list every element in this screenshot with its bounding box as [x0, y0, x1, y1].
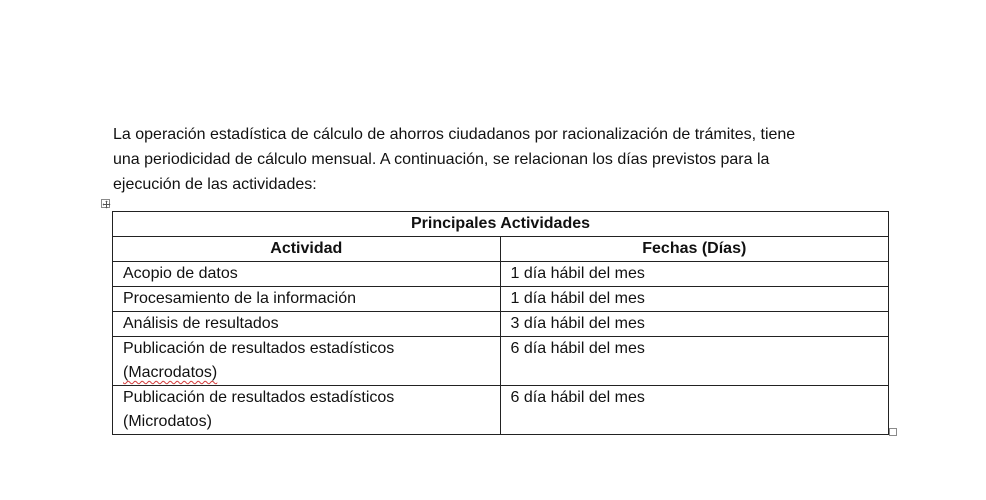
activity-cell [113, 337, 501, 386]
table-title-row [113, 212, 889, 237]
table-resize-handle-icon[interactable] [889, 428, 897, 436]
activity-cell [113, 386, 501, 435]
activity-text: Acopio de datos [123, 265, 238, 282]
activities-table [112, 211, 889, 435]
table-row [113, 287, 889, 312]
intro-line-2: una periodicidad de cálculo mensual. A continuación, se relacionan los días previstos para la [113, 151, 770, 168]
activity-cell [113, 262, 501, 287]
intro-line-1: La operación estadística de cálculo de ahorros ciudadanos por racionalización de trámites, tiene [113, 126, 796, 143]
column-header-dates: Fechas (Días) [500, 237, 888, 262]
intro-paragraph [113, 122, 873, 197]
table-row [113, 386, 889, 435]
dates-cell: 1 día hábil del mes [500, 262, 888, 287]
dates-cell: 6 día hábil del mes [500, 337, 888, 386]
move-arrows-icon [102, 200, 111, 209]
table-row [113, 312, 889, 337]
activity-text-detail: (Macrodatos) [123, 364, 218, 381]
dates-cell: 6 día hábil del mes [500, 386, 888, 435]
activity-cell [113, 312, 501, 337]
activity-text-detail: (Microdatos) [123, 413, 212, 430]
activity-text: Publicación de resultados estadísticos [123, 340, 395, 357]
dates-cell: 3 día hábil del mes [500, 312, 888, 337]
table-header-row [113, 237, 889, 262]
activity-text: Análisis de resultados [123, 315, 279, 332]
table-title: Principales Actividades [113, 212, 889, 237]
dates-cell: 1 día hábil del mes [500, 287, 888, 312]
column-header-activity: Actividad [113, 237, 501, 262]
table-move-handle-icon[interactable] [101, 199, 110, 208]
table-row [113, 337, 889, 386]
table-row [113, 262, 889, 287]
intro-line-3: ejecución de las actividades: [113, 176, 317, 193]
activity-text: Procesamiento de la información [123, 290, 357, 307]
activity-text: Publicación de resultados estadísticos [123, 389, 395, 406]
activity-cell [113, 287, 501, 312]
